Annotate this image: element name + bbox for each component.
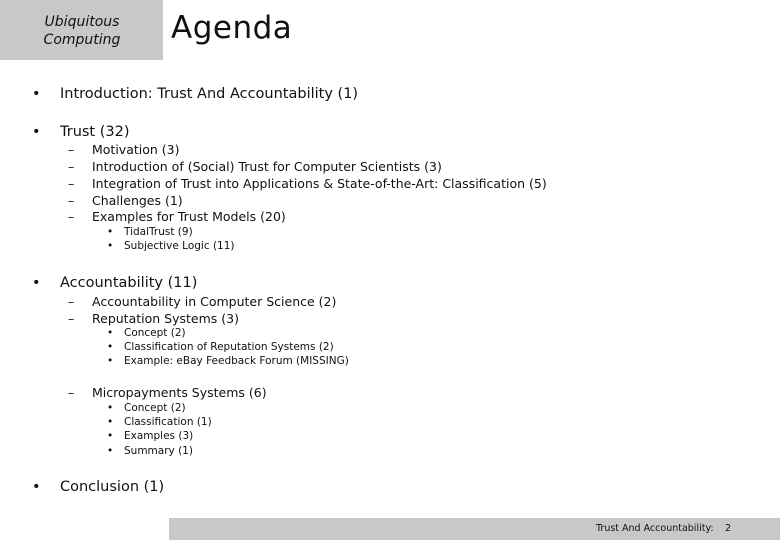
- bullet-icon: •: [32, 124, 41, 140]
- bullet-icon: •: [107, 327, 114, 339]
- course-title: [24, 13, 140, 49]
- dash-icon: –: [68, 142, 75, 157]
- micropayments-item: Classification (1): [124, 416, 212, 428]
- trust-model-item: Subjective Logic (11): [124, 240, 235, 252]
- course-title-line1: Ubiquitous: [44, 14, 120, 30]
- micropayments-item: Examples (3): [124, 430, 194, 442]
- micropayments-item: Concept (2): [124, 402, 186, 414]
- micropayments-item: Summary (1): [124, 445, 193, 457]
- course-title-line2: Computing: [43, 32, 121, 48]
- bullet-icon: •: [107, 355, 114, 367]
- agenda-item-accountability: Accountability (11): [60, 275, 198, 291]
- dash-icon: –: [68, 311, 75, 326]
- page-number: 2: [725, 523, 732, 534]
- bullet-icon: •: [32, 275, 41, 291]
- accountability-subitem: Reputation Systems (3): [92, 311, 239, 326]
- agenda-item-introduction: Introduction: Trust And Accountability (1): [60, 86, 359, 102]
- trust-subitem: Examples for Trust Models (20): [92, 209, 286, 224]
- bullet-icon: •: [107, 226, 114, 238]
- slide-title: Agenda: [171, 10, 293, 46]
- trust-subitem: Introduction of (Social) Trust for Computer Scientists (3): [92, 159, 442, 174]
- dash-icon: –: [68, 176, 75, 191]
- bullet-icon: •: [107, 402, 114, 414]
- bullet-icon: •: [107, 341, 114, 353]
- trust-subitem: Challenges (1): [92, 193, 183, 208]
- accountability-subitem: Accountability in Computer Science (2): [92, 294, 337, 309]
- dash-icon: –: [68, 193, 75, 208]
- footer-label: Trust And Accountability:: [596, 523, 714, 534]
- bullet-icon: •: [107, 430, 114, 442]
- reputation-item: Concept (2): [124, 327, 186, 339]
- bullet-icon: •: [32, 479, 41, 495]
- dash-icon: –: [68, 209, 75, 224]
- reputation-item: Classification of Reputation Systems (2): [124, 341, 334, 353]
- dash-icon: –: [68, 294, 75, 309]
- trust-subitem: Integration of Trust into Applications & State-of-the-Art: Classification (5): [92, 176, 547, 191]
- bullet-icon: •: [32, 86, 41, 102]
- dash-icon: –: [68, 159, 75, 174]
- trust-subitem: Motivation (3): [92, 142, 180, 157]
- agenda-item-conclusion: Conclusion (1): [60, 479, 165, 495]
- bullet-icon: •: [107, 240, 114, 252]
- dash-icon: –: [68, 385, 75, 400]
- bullet-icon: •: [107, 445, 114, 457]
- bullet-icon: •: [107, 416, 114, 428]
- reputation-item: Example: eBay Feedback Forum (MISSING): [124, 355, 349, 367]
- agenda-item-trust: Trust (32): [60, 124, 130, 140]
- accountability-subitem-micropayments: Micropayments Systems (6): [92, 385, 267, 400]
- trust-model-item: TidalTrust (9): [124, 226, 193, 238]
